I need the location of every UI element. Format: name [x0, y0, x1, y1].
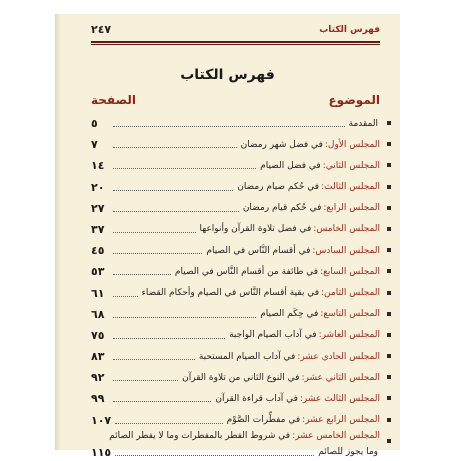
dot-leader [113, 190, 233, 191]
bullet-icon [387, 396, 391, 400]
bullet-icon [387, 163, 391, 167]
entry-page: ٧ [91, 138, 98, 152]
dot-leader [113, 401, 211, 402]
toc-entry [91, 325, 391, 346]
entry-title: في أقسام النَّاس في الصيام [206, 245, 311, 256]
toc-entry [91, 134, 391, 155]
header-rule-thin [91, 44, 380, 45]
bullet-icon [387, 248, 391, 252]
dot-leader [115, 455, 314, 456]
entry-page: ٨٣ [91, 350, 105, 364]
dot-leader [113, 147, 237, 148]
entry-label: المجلس الخامس عشر: [292, 430, 380, 441]
toc-entry [91, 261, 391, 282]
entry-page: ٥٣ [91, 265, 105, 279]
entry-title: في آداب الصيام الواجبة [229, 330, 317, 341]
entry-page: ٢٠ [91, 180, 105, 194]
entry-label: المجلس العاشر: [318, 330, 380, 341]
dot-leader [113, 232, 196, 233]
entry-page: ٥ [91, 117, 98, 130]
toc-entry [91, 177, 391, 198]
entry-label: المجلس الثالث عشر: [299, 393, 380, 404]
entry-title: في حُكم صيام رمضان [237, 182, 320, 193]
entry-label: المجلس السادس: [312, 245, 380, 256]
bullet-icon [387, 418, 391, 422]
toc-entry [91, 113, 391, 134]
entry-title: في حُكم قيام رمضان [242, 203, 322, 214]
bullet-icon [387, 142, 391, 146]
dot-leader [113, 317, 256, 318]
book-page [55, 14, 400, 459]
running-title: فهرس الكتاب [319, 25, 380, 35]
entry-page: ٢٧ [91, 201, 105, 215]
entry-label: المجلس الخامس: [313, 224, 380, 235]
bullet-icon [387, 375, 391, 379]
entry-page: ٣٧ [91, 222, 105, 236]
toc-entry [91, 240, 391, 261]
bullet-icon [387, 206, 391, 210]
entry-label: المجلس الثاني: [322, 160, 380, 171]
entry-title: في شروط الفطر بالمفطرات وما لا يفطر الصائم [109, 430, 291, 441]
entry-page: ١٠٧ [91, 413, 112, 427]
column-header-page: الصفحة [91, 93, 137, 107]
running-header [91, 23, 380, 41]
entry-page: ٦٨ [91, 307, 105, 321]
entry-title: في آداب قراءة القرآن [215, 393, 298, 404]
entry-page: ٧٥ [91, 328, 105, 342]
toc-entry [91, 155, 391, 176]
entry-title: في فضل تلاوة القرآن وأنواعها [199, 224, 312, 235]
page-title: فهرس الكتاب [180, 67, 275, 83]
toc-entry [91, 431, 391, 461]
dot-leader [113, 168, 256, 169]
toc-entry [91, 283, 391, 304]
dot-leader [113, 338, 225, 339]
entry-title: في حِكَم الصيام [260, 309, 319, 320]
dot-leader [115, 423, 223, 424]
entry-title: المقدمة [348, 118, 378, 129]
entry-title: في طائفة من أقسام النَّاس في الصيام [174, 266, 319, 277]
entry-title: في فضل الصيام [260, 160, 321, 171]
dot-leader [113, 211, 239, 212]
toc-entry [91, 410, 391, 431]
entry-label: المجلس التاسع: [320, 309, 380, 320]
entry-label: المجلس الرابع عشر: [302, 415, 380, 426]
bullet-icon [387, 185, 391, 189]
dot-leader [113, 380, 178, 381]
toc-entry [91, 304, 391, 325]
column-header-topic: الموضوع [328, 93, 380, 107]
entry-title: في النوع الثاني من تلاوة القرآن [182, 372, 300, 383]
entry-label: المجلس الحادي عشر: [297, 351, 380, 362]
bullet-icon [387, 354, 391, 358]
header-rule [91, 41, 380, 43]
dot-leader [113, 126, 345, 127]
entry-title: في فضل شهر رمضان [240, 139, 323, 150]
bullet-icon [387, 439, 391, 443]
entry-page: ٩٢ [91, 371, 105, 385]
entry-title-continued: وما يجوز للصائم [318, 447, 378, 458]
toc-entry [91, 388, 391, 409]
entry-title: في آداب الصيام المستحبة [198, 351, 296, 362]
bullet-icon [387, 269, 391, 273]
entry-title: في مفطِّرات الصَّوْم [226, 415, 301, 426]
bullet-icon [387, 333, 391, 337]
dot-leader [113, 296, 138, 297]
entry-page: ٩٩ [91, 392, 105, 406]
table-of-contents [91, 113, 391, 461]
bullet-icon [387, 312, 391, 316]
entry-page: ١١٥ [91, 445, 112, 459]
entry-label: المجلس الثالث: [321, 182, 380, 193]
entry-label: المجلس الثاني عشر: [301, 372, 380, 383]
entry-page: ٤٥ [91, 244, 105, 258]
toc-entry [91, 346, 391, 367]
entry-label: المجلس الأول: [324, 139, 380, 150]
toc-entry [91, 219, 391, 240]
entry-page: ١٤ [91, 159, 105, 173]
bullet-icon [387, 291, 391, 295]
page-number: ٢٤٧ [91, 23, 112, 36]
entry-title: في بقية أقسام النَّاس في الصيام وأحكام القضاء [141, 288, 320, 298]
entry-label: المجلس السابع: [320, 266, 380, 277]
entry-page: ٦١ [91, 286, 105, 300]
bullet-icon [387, 227, 391, 231]
entry-label: المجلس الثامن: [321, 288, 380, 298]
bullet-icon [387, 121, 391, 125]
dot-leader [113, 253, 202, 254]
column-headers [91, 93, 380, 111]
dot-leader [113, 359, 195, 360]
toc-entry [91, 198, 391, 219]
dot-leader [113, 274, 171, 275]
entry-label: المجلس الرابع: [323, 203, 380, 214]
toc-entry [91, 367, 391, 388]
